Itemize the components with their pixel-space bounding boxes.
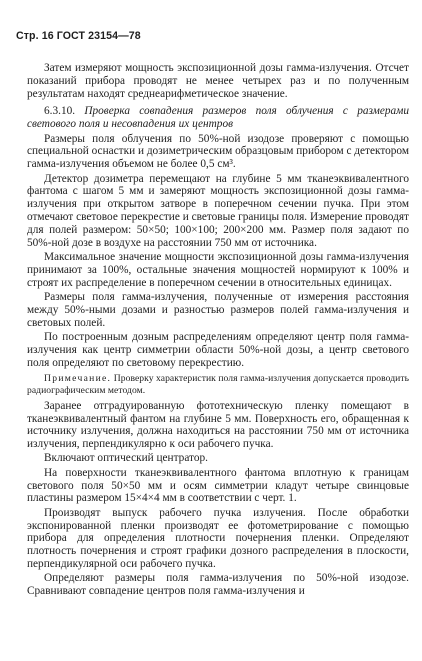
paragraph-normalization: Максимальное значение мощности экспозиционной дозы гамма-излучения принимают за 100%, остальные значения мощностей нормируют к 100% и строят их распределение в поперечном сечении в относительных единицах. — [27, 250, 409, 289]
note-paragraph — [27, 373, 409, 395]
paragraph-detector-movement: Детектор дозиметра перемещают на глубине 5 мм тканеэквивалентного фантома с шагом 5 мм и замеряют мощность экспозиционной дозы гамма-излучения при открытом затворе в поперечном сечении пучка. При этом отмечают световое перекрестие и световые границы поля. Измерение проводят для полей размером: 50×50; 100×100; 200×200 мм. Размер поля задают по 50%-ной дозе в воздухе на расстоянии 750 мм от источника. — [27, 172, 409, 249]
document-body — [27, 62, 409, 600]
note-label: Примечание. — [44, 373, 112, 385]
section-number: 6.3.10. — [44, 105, 76, 118]
paragraph-field-size-check: Размеры поля облучения по 50%-ной изодозе проверяют с помощью специальной оснастки и дозиметрическим образцовым прибором с детектором гамма-излучения объемом не более 0,5 см³. — [27, 132, 410, 171]
paragraph-exposure: Производят выпуск рабочего пучка излучения. После обработки экспонированной пленки производят ее фотометрирование с помощью прибора для определения плотности почернения пленки. Определяют плотность почернения и строят графики дозного распределения в плоскости, перпендикулярной оси рабочего пучка. — [27, 506, 409, 571]
section-title: Проверка совпадения размеров поля облучения с размерами светового поля и несовпадения их центров — [27, 105, 409, 131]
paragraph-measure-dose: Затем измеряют мощность экспозиционной дозы гамма-излучения. Отсчет показаний прибора проводят не менее четырех раз и по полученным результатам находят среднеарифметическое значение. — [27, 62, 409, 100]
paragraph-centrator: Включают оптический центратор. — [44, 452, 208, 465]
paragraph-field-sizes: Размеры поля гамма-излучения, полученные от измерения расстояния между 50%-ными дозами и разностью размеров полей гамма-излучения и световых полей. — [27, 290, 409, 329]
paragraph-film-placement: Заранее отградуированную фототехническую пленку помещают в тканеэквивалентный фантом на глубине 5 мм. Поверхность его, обращенная к источнику излучения, должна находиться на расстоянии 750 мм от источника излучения, перпендикулярно к оси рабочего пучка. — [27, 399, 409, 451]
note-text: Проверку характеристик поля гамма-излучения допускается проводить радиографическим методом. — [27, 373, 410, 396]
paragraph-compare-centers: Определяют размеры поля гамма-излучения по 50%-ной изодозе. Сравнивают совпадение центров поля гамма-излучения и — [27, 572, 409, 598]
paragraph-lead-plates: На поверхности тканеэквивалентного фантома вплотную к границам светового поля 50×50 мм и осям симметрии кладут четыре свинцовые пластины размером 15×4×4 мм в соответствии с черт. 1. — [27, 466, 409, 505]
page-header: Стр. 16 ГОСТ 23154—78 — [16, 30, 141, 42]
section-heading — [27, 105, 409, 131]
paragraph-field-center: По построенным дозным распределениям определяют центр поля гамма-излучения как центр симметрии области 50%-ной дозы, а центр светового поля определяют по световому перекрестию. — [27, 330, 409, 369]
